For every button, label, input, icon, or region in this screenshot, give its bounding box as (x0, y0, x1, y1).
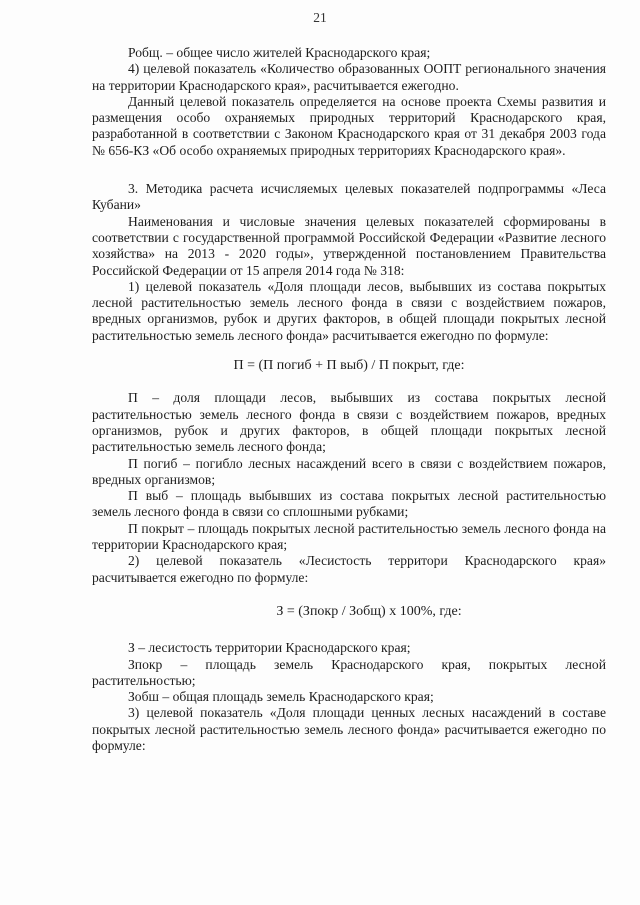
paragraph-indicator-4-basis: Данный целевой показатель определяется на основе проекта Схемы развития и размещения особо охраняемых природных территорий Краснодарского края, разработанной в соответствии с Законом Краснодарского края от 31 декабря 2003 года № 656-КЗ «Об особо охраняемых природных территориях Краснодарского края». (92, 93, 606, 158)
paragraph-robsch-definition: Робщ. – общее число жителей Краснодарского края; (128, 45, 431, 60)
page-number: 21 (313, 10, 327, 25)
paragraph-indicator-2: 2) целевой показатель «Лесистость территори Краснодарского края» расчитывается ежегодно по формуле: (92, 553, 606, 585)
paragraph-z-definition: З – лесистость территории Краснодарского края; (128, 640, 411, 656)
formula-forest-loss-share: П = (П погиб + П выб) / П покрыт, где: (233, 358, 465, 374)
paragraph-indicator-1: 1) целевой показатель «Доля площади лесов, выбывших из состава покрытых лесной растительностью земель лесного фонда в связи с воздействием пожаров, вредных организмов, рубок и других факторов, в общей площади покрытых лесной растительностью земель лесного фонда» расчитывается ежегодно по формуле: (92, 278, 606, 343)
formula-forest-cover: З = (Зпокр / Зобщ) х 100%, где: (276, 603, 462, 619)
paragraph-indicator-4: 4) целевой показатель «Количество образованных ООПТ регионального значения на территории Краснодарского края», расчитывается ежегодно. (92, 61, 606, 93)
section-heading: 3. Методика расчета исчисляемых целевых показателей подпрограммы «Леса Кубани» (92, 181, 606, 213)
paragraph-p-definition: П – доля площади лесов, выбывших из состава покрытых лесной растительностью земель лесного фонда в связи с воздействием пожаров, вредных организмов, рубок и других факторов, в общей площади покрытых лесной растительностью земель лесного фонда; (92, 390, 606, 455)
paragraph-p-pokryt-definition: П покрыт – площадь покрытых лесной растительностью земель лесного фонда на территории Краснодарского края; (92, 520, 606, 553)
paragraph-p-pogib-definition: П погиб – погибло лесных насаждений всего в связи с воздействием пожаров, вредных организмов; (92, 455, 606, 487)
paragraph-p-vyb-definition: П выб – площадь выбывших из состава покрытых лесной растительностью земель лесного фонда в связи со сплошными рубками; (92, 488, 606, 520)
paragraph-zobsh-definition: Зобш – общая площадь земель Краснодарского края; (128, 689, 434, 705)
paragraph-indicator-3: 3) целевой показатель «Доля площади ценных лесных насаждений в составе покрытых лесной растительностью земель лесного фонда» расчитывается ежегодно по формуле: (92, 705, 606, 753)
document-body (92, 45, 606, 754)
paragraph-names-and-values: Наименования и числовые значения целевых показателей сформированы в соответствии с государственной программой Российской Федерации «Развитие лесного хозяйства» на 2013 - 2020 годы», утвержденной постановлением Правительства Российской Федерации от 15 апреля 2014 года № 318: (92, 213, 606, 278)
paragraph-zpokr-definition: Зпокр – площадь земель Краснодарского края, покрытых лесной растительностью; (92, 656, 606, 688)
